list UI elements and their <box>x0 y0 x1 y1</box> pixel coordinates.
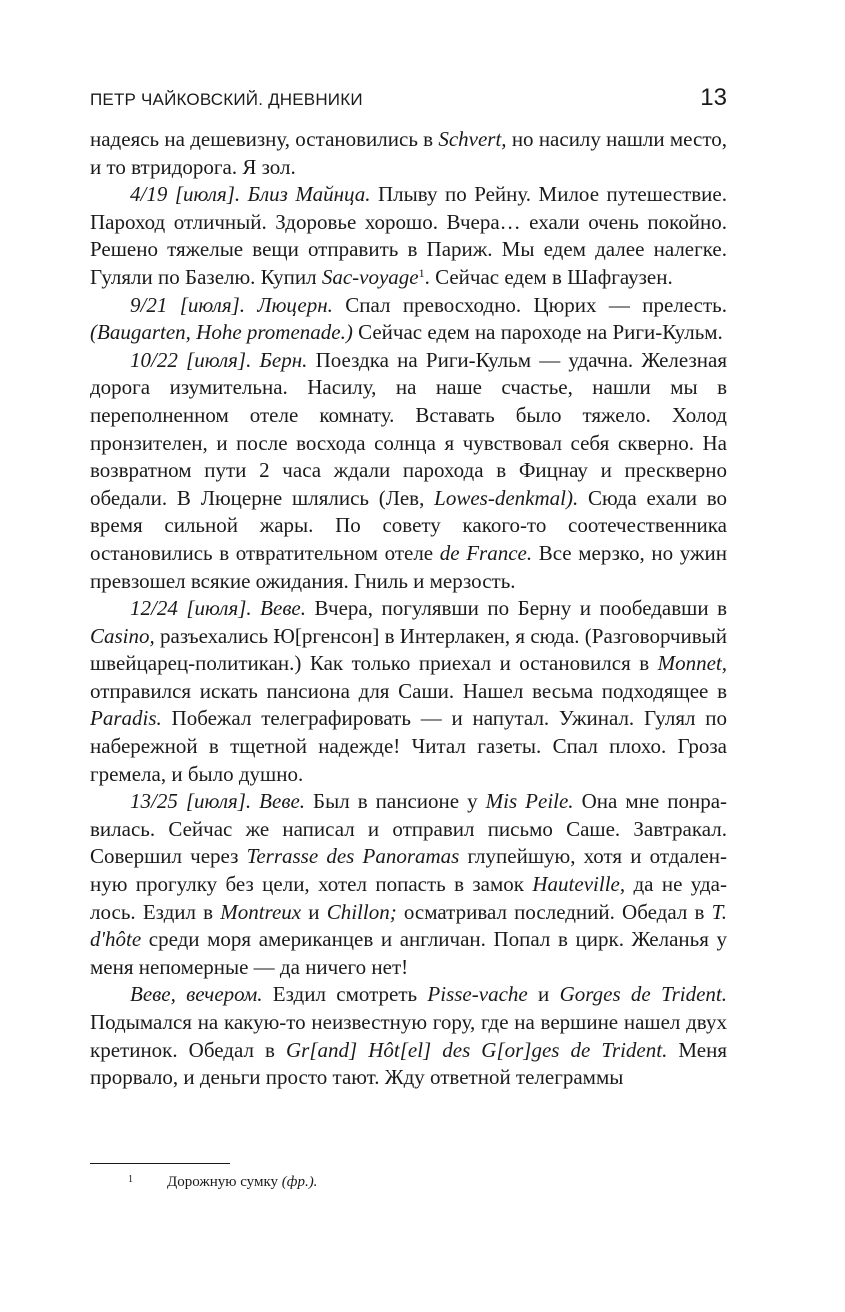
italic-run: Montreux <box>220 899 302 924</box>
italic-run: de France. <box>439 540 533 565</box>
text-run: Поездка на Риги-Кульм — удачна. Железная дорога изумительна. Насилу, на наше счастье, нашли мы в переполненном отеле комнату. Вставать было тяжело. Холод пронзителен, и после восхода солнца я чувствовал себя скверно. На возвратном пути 2 часа ждали парохода в Фицнау и прескверно обедали. В Люцерне шлялись (Лев, <box>90 347 727 510</box>
italic-run: Gr[and] Hôt[el] des G[or]ges de Trident. <box>285 1037 668 1062</box>
diary-text <box>90 126 727 1092</box>
text-run: Вчера, погулявши по Берну и пообедавши в <box>306 596 728 621</box>
italic-run: Chillon; <box>326 899 397 924</box>
page-header <box>90 80 727 112</box>
diary-paragraph <box>90 981 727 1091</box>
diary-paragraph <box>90 181 727 291</box>
running-title: ПЕТР ЧАЙКОВСКИЙ. ДНЕВНИКИ <box>90 90 363 109</box>
text-run: Меня прорвало, и деньги просто тают. Жду ответной телеграммы <box>90 1037 727 1090</box>
italic-run: Gorges de Trident. <box>559 982 727 1007</box>
text-run: и <box>527 982 560 1007</box>
italic-run: Mis Peile. <box>485 789 574 814</box>
italic-run: Hauteville, <box>532 872 626 897</box>
italic-run: Sac-voyage <box>321 264 419 289</box>
text-run: Был в пансионе у <box>305 789 486 814</box>
text-run: Подымался на какую-то неизвестную гору, где на вершине нашел двух кретинок. Обедал в <box>90 1010 727 1062</box>
diary-paragraph <box>90 292 727 347</box>
text-run: осматривал последний. Обедал в <box>396 899 712 924</box>
text-run: Она мне понравилась. Сейчас же написал и отправил письмо Саше. Завтракал. Совершил через <box>90 789 728 869</box>
italic-run: Casino, <box>90 623 155 648</box>
italic-run: 4/19 [июля]. Близ Майнца. <box>130 182 371 207</box>
text-run: глупейшую, хотя и отдаленную прогулку без цели, хотел попасть в замок <box>90 844 727 897</box>
text-run: среди моря американцев и англичан. Попал в цирк. Желанья у меня непомерные — да ничего нет! <box>90 927 727 979</box>
italic-run: 9/21 [июля]. Люцерн. <box>130 292 333 317</box>
text-run: разъехались Ю[ргенсон] в Интерлакен, я сюда. (Разговорчивый швейцарец-политикан.) Как только приехал и остановился в <box>90 623 727 676</box>
text-run: Побежал телеграфировать — и напутал. Ужинал. Гулял по набережной в тщетной надежде! Читал газеты. Спал плохо. Гроза гремела, и было душно. <box>90 706 727 786</box>
text-run: . Сейчас едем в Шафгаузен. <box>424 264 673 289</box>
footnote-text <box>167 1172 317 1192</box>
diary-paragraph <box>90 788 727 981</box>
italic-run: Веве, вечером. <box>130 982 263 1007</box>
footnote-mark: 1 <box>128 1174 133 1185</box>
text-run: но насилу нашли место, и то втридорога. Я зол. <box>90 127 727 179</box>
text-run: отправился искать пансиона для Саши. Нашел весьма подходящее в <box>90 678 727 703</box>
italic-run: Pisse-vache <box>427 982 528 1007</box>
text-run: да не удалось. Ездил в <box>90 872 727 924</box>
italic-run: 12/24 [июля]. Веве. <box>130 596 307 621</box>
italic-run: (фр.). <box>281 1174 318 1190</box>
text-run: Сюда ехали во время сильной жары. По совету какого-то соотечественника остановились в отвратительном отеле <box>90 485 727 565</box>
text-run: надеясь на дешевизну, остановились в <box>90 127 439 151</box>
text-run: Ездил смотреть <box>262 982 428 1007</box>
footnote-ref: 1 <box>418 265 425 280</box>
italic-run: Paradis. <box>90 706 162 731</box>
page-number: 13 <box>700 84 727 111</box>
diary-paragraph <box>90 126 727 181</box>
italic-run: 13/25 [июля]. Веве. <box>130 789 306 814</box>
italic-run: 10/22 [июля]. Берн. <box>130 347 308 372</box>
italic-run: Monnet, <box>657 651 727 676</box>
italic-run: Terrasse des Panoramas <box>246 844 460 869</box>
italic-run: (Baugarten, Hohe promenade.) <box>90 320 353 345</box>
italic-run: T. d'hôte <box>90 899 727 952</box>
text-run: Все мерзко, но ужин превзошел всякие ожидания. Гниль и мерзость. <box>90 540 728 593</box>
text-run: Дорожную сумку <box>167 1174 282 1190</box>
text-run: Сейчас едем на пароходе на Риги-Кульм. <box>352 320 723 345</box>
diary-paragraph <box>90 595 727 788</box>
diary-paragraph <box>90 347 727 595</box>
italic-run: Lowes-denkmal). <box>434 485 579 510</box>
text-run: и <box>301 899 327 924</box>
footnote-divider <box>90 1163 230 1164</box>
italic-run: Schvert, <box>438 127 507 151</box>
text-run: Спал превосходно. Цюрих — прелесть. <box>332 292 727 317</box>
text-run: Плыву по Рейну. Милое путешествие. Пароход отличный. Здоровье хорошо. Вчера… ехали очень покойно. Решено тяжелые вещи отправить в Париж. Мы едем далее налегке. Гуляли по Базелю. Купил <box>90 182 727 289</box>
